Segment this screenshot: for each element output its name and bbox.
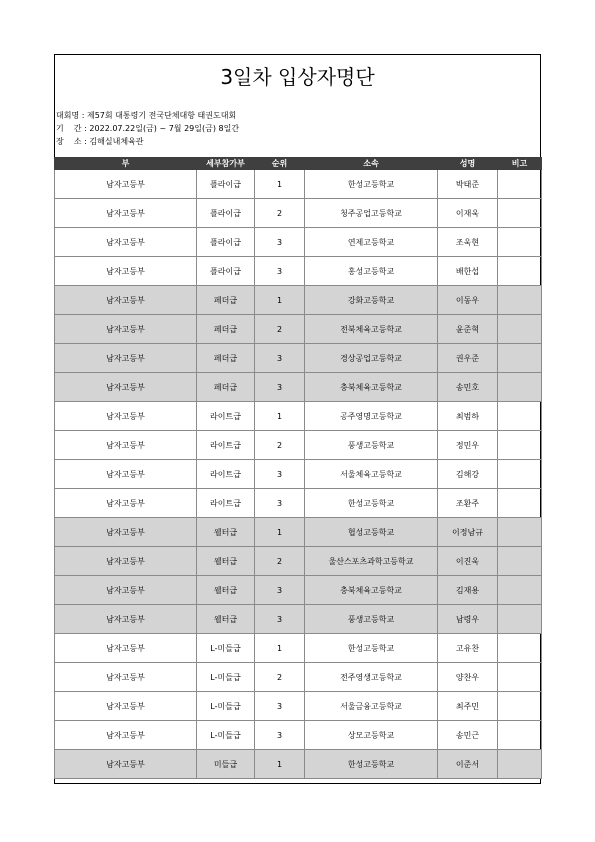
category-cell: 페더급: [197, 344, 255, 373]
division-cell: 남자고등부: [55, 634, 197, 663]
table-row: [55, 750, 542, 779]
division-cell: 남자고등부: [55, 402, 197, 431]
rank-cell: 1: [255, 402, 305, 431]
rank-cell: 1: [255, 286, 305, 315]
team-cell: 울산스포츠과학고등학교: [305, 547, 438, 576]
team-cell: 연제고등학교: [305, 228, 438, 257]
note-cell: [498, 431, 542, 460]
division-cell: 남자고등부: [55, 170, 197, 199]
name-cell: 이정남규: [438, 518, 498, 547]
rank-cell: 3: [255, 257, 305, 286]
header-name: 성명: [438, 158, 498, 170]
rank-cell: 1: [255, 170, 305, 199]
table-row: [55, 199, 542, 228]
rank-cell: 3: [255, 344, 305, 373]
name-cell: 배한섭: [438, 257, 498, 286]
rank-cell: 2: [255, 547, 305, 576]
team-cell: 풍생고등학교: [305, 605, 438, 634]
name-cell: 송민근: [438, 721, 498, 750]
table-header-row: [55, 158, 542, 170]
category-cell: 플라이급: [197, 228, 255, 257]
note-cell: [498, 286, 542, 315]
team-cell: 충북체육고등학교: [305, 576, 438, 605]
name-cell: 조욱현: [438, 228, 498, 257]
division-cell: 남자고등부: [55, 373, 197, 402]
category-cell: 라이트급: [197, 402, 255, 431]
category-cell: 웰터급: [197, 576, 255, 605]
team-cell: 한성고등학교: [305, 489, 438, 518]
category-cell: 플라이급: [197, 257, 255, 286]
rank-cell: 1: [255, 750, 305, 779]
table-row: [55, 576, 542, 605]
category-cell: L-미들급: [197, 721, 255, 750]
rank-cell: 3: [255, 692, 305, 721]
note-cell: [498, 199, 542, 228]
table-row: [55, 170, 542, 199]
category-cell: 페더급: [197, 373, 255, 402]
table-row: [55, 373, 542, 402]
rank-cell: 3: [255, 373, 305, 402]
category-cell: 플라이급: [197, 170, 255, 199]
header-rank: 순위: [255, 158, 305, 170]
rank-cell: 3: [255, 489, 305, 518]
note-cell: [498, 663, 542, 692]
team-cell: 전주영생고등학교: [305, 663, 438, 692]
table-row: [55, 315, 542, 344]
header-category: 세부참가부: [197, 158, 255, 170]
division-cell: 남자고등부: [55, 547, 197, 576]
event-label: 대회명 :: [56, 111, 85, 120]
team-cell: 협성고등학교: [305, 518, 438, 547]
table-row: [55, 257, 542, 286]
division-cell: 남자고등부: [55, 460, 197, 489]
rank-cell: 3: [255, 721, 305, 750]
category-cell: 라이트급: [197, 460, 255, 489]
team-cell: 풍생고등학교: [305, 431, 438, 460]
name-cell: 이재욱: [438, 199, 498, 228]
category-cell: 페더급: [197, 315, 255, 344]
division-cell: 남자고등부: [55, 315, 197, 344]
table-row: [55, 402, 542, 431]
division-cell: 남자고등부: [55, 286, 197, 315]
category-cell: 웰터급: [197, 605, 255, 634]
division-cell: 남자고등부: [55, 489, 197, 518]
table-row: [55, 460, 542, 489]
table-row: [55, 286, 542, 315]
division-cell: 남자고등부: [55, 663, 197, 692]
team-cell: 충북체육고등학교: [305, 373, 438, 402]
note-cell: [498, 257, 542, 286]
division-cell: 남자고등부: [55, 431, 197, 460]
page-title: 3일차 입상자명단: [220, 65, 375, 89]
category-cell: L-미들급: [197, 663, 255, 692]
rank-cell: 2: [255, 199, 305, 228]
team-cell: 상모고등학교: [305, 721, 438, 750]
rank-cell: 3: [255, 228, 305, 257]
table-row: [55, 518, 542, 547]
name-cell: 정민우: [438, 431, 498, 460]
period-value: 2022.07.22일(금) ~ 7월 29일(금) 8일간: [89, 124, 240, 133]
period-line: [56, 122, 239, 135]
category-cell: 라이트급: [197, 431, 255, 460]
category-cell: 플라이급: [197, 199, 255, 228]
team-cell: 공주영명고등학교: [305, 402, 438, 431]
team-cell: 청주공업고등학교: [305, 199, 438, 228]
category-cell: 웰터급: [197, 518, 255, 547]
division-cell: 남자고등부: [55, 750, 197, 779]
name-cell: 송민호: [438, 373, 498, 402]
venue-label: 장 소 :: [56, 137, 87, 146]
team-cell: 전북체육고등학교: [305, 315, 438, 344]
name-cell: 권우준: [438, 344, 498, 373]
team-cell: 서울금융고등학교: [305, 692, 438, 721]
division-cell: 남자고등부: [55, 344, 197, 373]
header-division: 부: [55, 158, 197, 170]
rank-cell: 2: [255, 663, 305, 692]
note-cell: [498, 692, 542, 721]
note-cell: [498, 634, 542, 663]
name-cell: 박태준: [438, 170, 498, 199]
note-cell: [498, 373, 542, 402]
event-value: 제57회 대통령기 전국단체대항 태권도대회: [86, 111, 237, 120]
note-cell: [498, 576, 542, 605]
venue-line: [56, 135, 144, 148]
name-cell: 남령우: [438, 605, 498, 634]
table-row: [55, 489, 542, 518]
note-cell: [498, 750, 542, 779]
note-cell: [498, 315, 542, 344]
division-cell: 남자고등부: [55, 605, 197, 634]
team-cell: 한성고등학교: [305, 634, 438, 663]
table-row: [55, 344, 542, 373]
note-cell: [498, 460, 542, 489]
note-cell: [498, 489, 542, 518]
name-cell: 김재용: [438, 576, 498, 605]
division-cell: 남자고등부: [55, 518, 197, 547]
rank-cell: 3: [255, 605, 305, 634]
division-cell: 남자고등부: [55, 199, 197, 228]
note-cell: [498, 344, 542, 373]
note-cell: [498, 605, 542, 634]
name-cell: 이동우: [438, 286, 498, 315]
header-note: 비고: [498, 158, 542, 170]
rank-cell: 2: [255, 315, 305, 344]
team-cell: 서울체육고등학교: [305, 460, 438, 489]
name-cell: 양찬우: [438, 663, 498, 692]
team-cell: 강화고등학교: [305, 286, 438, 315]
table-row: [55, 634, 542, 663]
category-cell: 라이트급: [197, 489, 255, 518]
category-cell: L-미들급: [197, 692, 255, 721]
table-row: [55, 605, 542, 634]
team-cell: 경상공업고등학교: [305, 344, 438, 373]
category-cell: 미들급: [197, 750, 255, 779]
note-cell: [498, 518, 542, 547]
name-cell: 최범하: [438, 402, 498, 431]
venue-value: 김해실내체육관: [89, 137, 144, 146]
name-cell: 김해강: [438, 460, 498, 489]
division-cell: 남자고등부: [55, 721, 197, 750]
table-row: [55, 721, 542, 750]
name-cell: 조환주: [438, 489, 498, 518]
division-cell: 남자고등부: [55, 576, 197, 605]
team-cell: 홍성고등학교: [305, 257, 438, 286]
table-row: [55, 663, 542, 692]
name-cell: 고유찬: [438, 634, 498, 663]
rank-cell: 3: [255, 460, 305, 489]
name-cell: 윤준혁: [438, 315, 498, 344]
note-cell: [498, 547, 542, 576]
name-cell: 이준서: [438, 750, 498, 779]
table-row: [55, 228, 542, 257]
winners-table: [54, 157, 542, 779]
division-cell: 남자고등부: [55, 228, 197, 257]
note-cell: [498, 402, 542, 431]
note-cell: [498, 170, 542, 199]
rank-cell: 1: [255, 518, 305, 547]
category-cell: L-미들급: [197, 634, 255, 663]
event-name-line: [56, 109, 236, 122]
table-row: [55, 547, 542, 576]
category-cell: 웰터급: [197, 547, 255, 576]
rank-cell: 2: [255, 431, 305, 460]
division-cell: 남자고등부: [55, 692, 197, 721]
period-label: 기 간 :: [56, 124, 87, 133]
name-cell: 최주민: [438, 692, 498, 721]
header-team: 소속: [305, 158, 438, 170]
rank-cell: 1: [255, 634, 305, 663]
table-row: [55, 692, 542, 721]
team-cell: 한성고등학교: [305, 750, 438, 779]
rank-cell: 3: [255, 576, 305, 605]
name-cell: 이진욱: [438, 547, 498, 576]
division-cell: 남자고등부: [55, 257, 197, 286]
note-cell: [498, 228, 542, 257]
table-row: [55, 431, 542, 460]
category-cell: 페더급: [197, 286, 255, 315]
team-cell: 한성고등학교: [305, 170, 438, 199]
note-cell: [498, 721, 542, 750]
